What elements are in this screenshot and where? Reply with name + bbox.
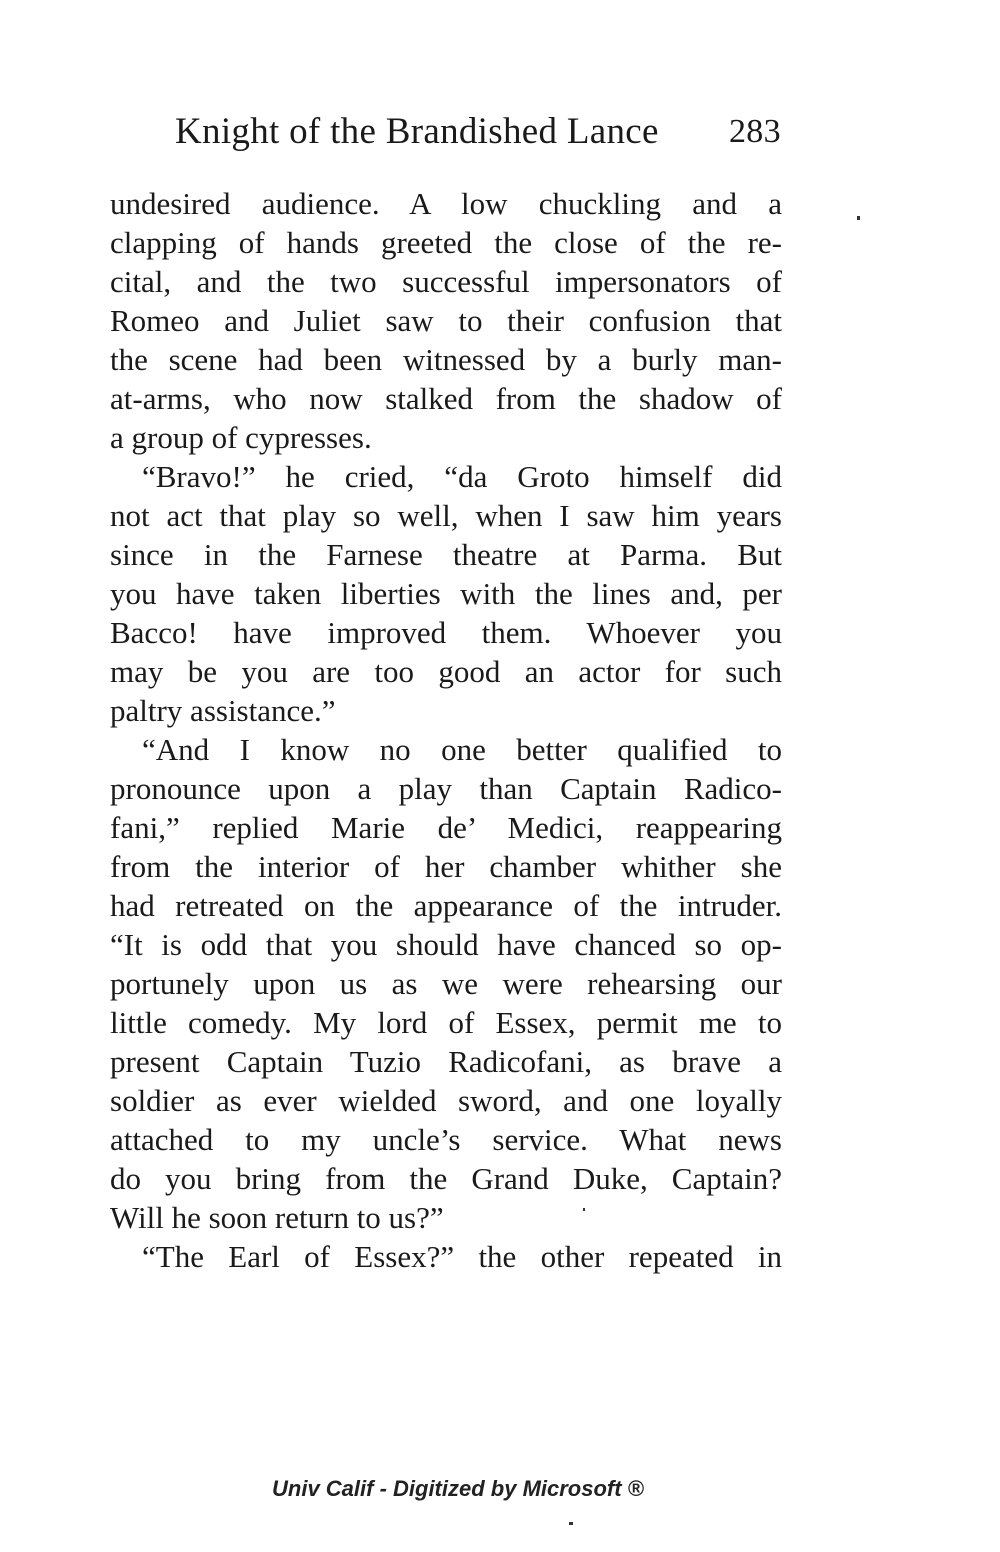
text-line: pronounce upon a play than Captain Radico- (110, 771, 782, 806)
text-line: not act that play so well, when I saw him years (110, 498, 782, 533)
text-line: fani,” replied Marie de’ Medici, reappearing (110, 810, 782, 845)
text-line: “And I know no one better qualified to (142, 732, 782, 767)
text-line: had retreated on the appearance of the intruder. (110, 888, 782, 923)
text-line: since in the Farnese theatre at Parma. But (110, 537, 782, 572)
text-line: Bacco! have improved them. Whoever you (110, 615, 782, 650)
running-head-title: Knight of the Brandished Lance (175, 111, 659, 152)
text-line: cital, and the two successful impersonators of (110, 264, 782, 299)
text-line: portunely upon us as we were rehearsing our (110, 966, 782, 1001)
text-line: “The Earl of Essex?” the other repeated in (142, 1239, 782, 1274)
text-line: paltry assistance.” (110, 693, 336, 728)
text-line: “It is odd that you should have chanced so op- (110, 927, 782, 962)
text-line: a group of cypresses. (110, 420, 372, 455)
text-line: Will he soon return to us?” (110, 1200, 444, 1235)
digitization-watermark: Univ Calif - Digitized by Microsoft ® (272, 1476, 644, 1501)
text-line: the scene had been witnessed by a burly man- (110, 342, 782, 377)
text-line: from the interior of her chamber whither she (110, 849, 782, 884)
scan-speck (583, 1208, 585, 1211)
running-head (175, 108, 790, 156)
text-line: undesired audience. A low chuckling and a (110, 186, 782, 221)
scan-speck (569, 1522, 573, 1525)
text-line: Romeo and Juliet saw to their confusion that (110, 303, 782, 338)
text-line: attached to my uncle’s service. What news (110, 1122, 782, 1157)
text-line: do you bring from the Grand Duke, Captain? (110, 1161, 782, 1196)
text-line: “Bravo!” he cried, “da Groto himself did (142, 459, 782, 494)
text-line: present Captain Tuzio Radicofani, as brave a (110, 1044, 782, 1079)
text-line: soldier as ever wielded sword, and one loyally (110, 1083, 782, 1118)
text-line: at-arms, who now stalked from the shadow of (110, 381, 782, 416)
text-line: little comedy. My lord of Essex, permit me to (110, 1005, 782, 1040)
text-line: you have taken liberties with the lines and, per (110, 576, 782, 611)
scan-speck (857, 216, 860, 220)
body-text (110, 184, 782, 1276)
text-line: clapping of hands greeted the close of the re- (110, 225, 782, 260)
page-number: 283 (729, 113, 781, 150)
text-line: may be you are too good an actor for such (110, 654, 782, 689)
